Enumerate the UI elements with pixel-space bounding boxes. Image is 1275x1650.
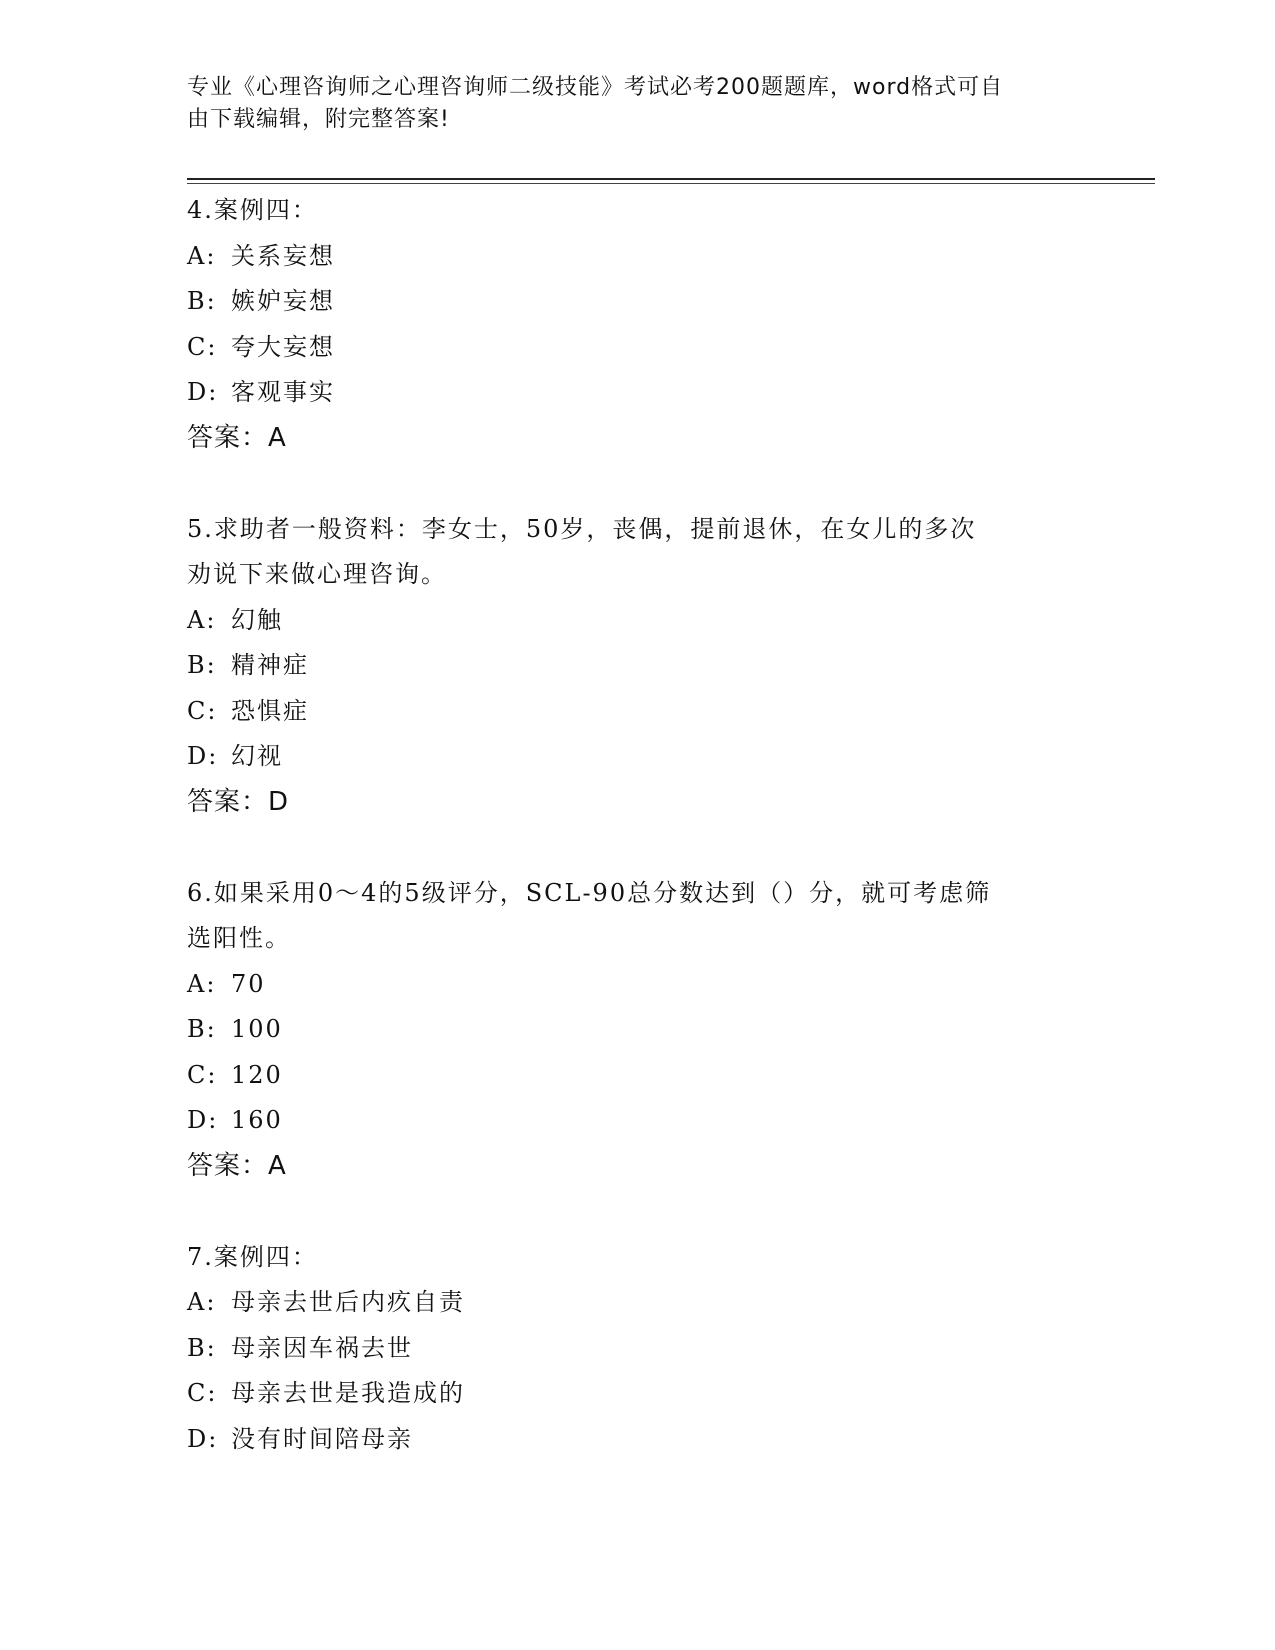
option-label: A: bbox=[187, 969, 217, 998]
option-label: D: bbox=[187, 1106, 219, 1134]
question-4 bbox=[187, 188, 1087, 461]
answer-line: 答案：A bbox=[187, 1150, 287, 1181]
option-label: B: bbox=[187, 1015, 217, 1043]
option-label: A: bbox=[187, 605, 217, 634]
spacer bbox=[187, 1189, 1087, 1235]
option-text: 120 bbox=[231, 1060, 283, 1089]
question-7 bbox=[187, 1235, 1087, 1463]
header-divider-thick bbox=[187, 178, 1155, 180]
option-d bbox=[187, 370, 1087, 416]
option-label: B: bbox=[187, 287, 217, 315]
question-stem-line-1: 6.如果采用0～4的5级评分，SCL-90总分数达到（）分，就可考虑筛 bbox=[187, 878, 992, 907]
option-d bbox=[187, 734, 1087, 780]
option-b bbox=[187, 643, 1087, 689]
option-label: D: bbox=[187, 1424, 219, 1453]
option-text: 关系妄想 bbox=[231, 241, 335, 270]
option-text: 精神症 bbox=[231, 651, 309, 679]
option-label: B: bbox=[187, 1333, 217, 1362]
option-a bbox=[187, 962, 1087, 1008]
option-label: D: bbox=[187, 378, 219, 406]
option-a bbox=[187, 234, 1087, 280]
question-5 bbox=[187, 507, 1087, 826]
answer-line: 答案：D bbox=[187, 786, 290, 817]
question-stem-line-1: 5.求助者一般资料：李女士，50岁，丧偶，提前退休，在女儿的多次 bbox=[187, 514, 977, 543]
option-text: 幻触 bbox=[231, 605, 283, 634]
question-stem: 7.案例四： bbox=[187, 1242, 318, 1271]
option-d bbox=[187, 1098, 1087, 1144]
option-text: 160 bbox=[231, 1106, 283, 1134]
answer-line: 答案：A bbox=[187, 422, 287, 453]
option-text: 嫉妒妄想 bbox=[231, 287, 335, 315]
option-a bbox=[187, 1280, 1087, 1326]
question-stem-line-2: 选阳性。 bbox=[187, 924, 291, 952]
option-c bbox=[187, 325, 1087, 371]
option-label: B: bbox=[187, 651, 217, 679]
option-text: 恐惧症 bbox=[231, 696, 309, 725]
question-stem: 4.案例四： bbox=[187, 196, 318, 224]
question-6 bbox=[187, 871, 1087, 1190]
option-label: C: bbox=[187, 332, 218, 361]
option-label: D: bbox=[187, 742, 219, 770]
option-d bbox=[187, 1417, 1087, 1463]
option-c bbox=[187, 1053, 1087, 1099]
option-text: 100 bbox=[231, 1015, 283, 1043]
option-c bbox=[187, 689, 1087, 735]
option-text: 70 bbox=[231, 969, 266, 998]
question-list bbox=[187, 188, 1087, 1462]
option-text: 幻视 bbox=[231, 742, 283, 770]
option-text: 母亲因车祸去世 bbox=[231, 1333, 413, 1362]
spacer bbox=[187, 461, 1087, 507]
option-label: A: bbox=[187, 241, 217, 270]
option-text: 没有时间陪母亲 bbox=[231, 1424, 413, 1453]
header-line-2: 由下载编辑，附完整答案! bbox=[187, 107, 450, 132]
question-stem-line-2: 劝说下来做心理咨询。 bbox=[187, 560, 447, 588]
option-a bbox=[187, 598, 1087, 644]
option-text: 客观事实 bbox=[231, 378, 335, 406]
spacer bbox=[187, 825, 1087, 871]
option-b bbox=[187, 1007, 1087, 1053]
option-label: C: bbox=[187, 696, 218, 725]
option-b bbox=[187, 279, 1087, 325]
option-text: 母亲去世是我造成的 bbox=[231, 1379, 465, 1407]
header-line-1: 专业《心理咨询师之心理咨询师二级技能》考试必考200题题库，word格式可自 bbox=[187, 75, 1004, 100]
document-header bbox=[187, 72, 1087, 136]
option-text: 夸大妄想 bbox=[231, 332, 335, 361]
option-text: 母亲去世后内疚自责 bbox=[231, 1288, 465, 1316]
option-c bbox=[187, 1371, 1087, 1417]
option-label: C: bbox=[187, 1379, 218, 1407]
header-divider-thin bbox=[187, 183, 1155, 184]
option-label: A: bbox=[187, 1288, 217, 1316]
option-label: C: bbox=[187, 1060, 218, 1089]
option-b bbox=[187, 1326, 1087, 1372]
